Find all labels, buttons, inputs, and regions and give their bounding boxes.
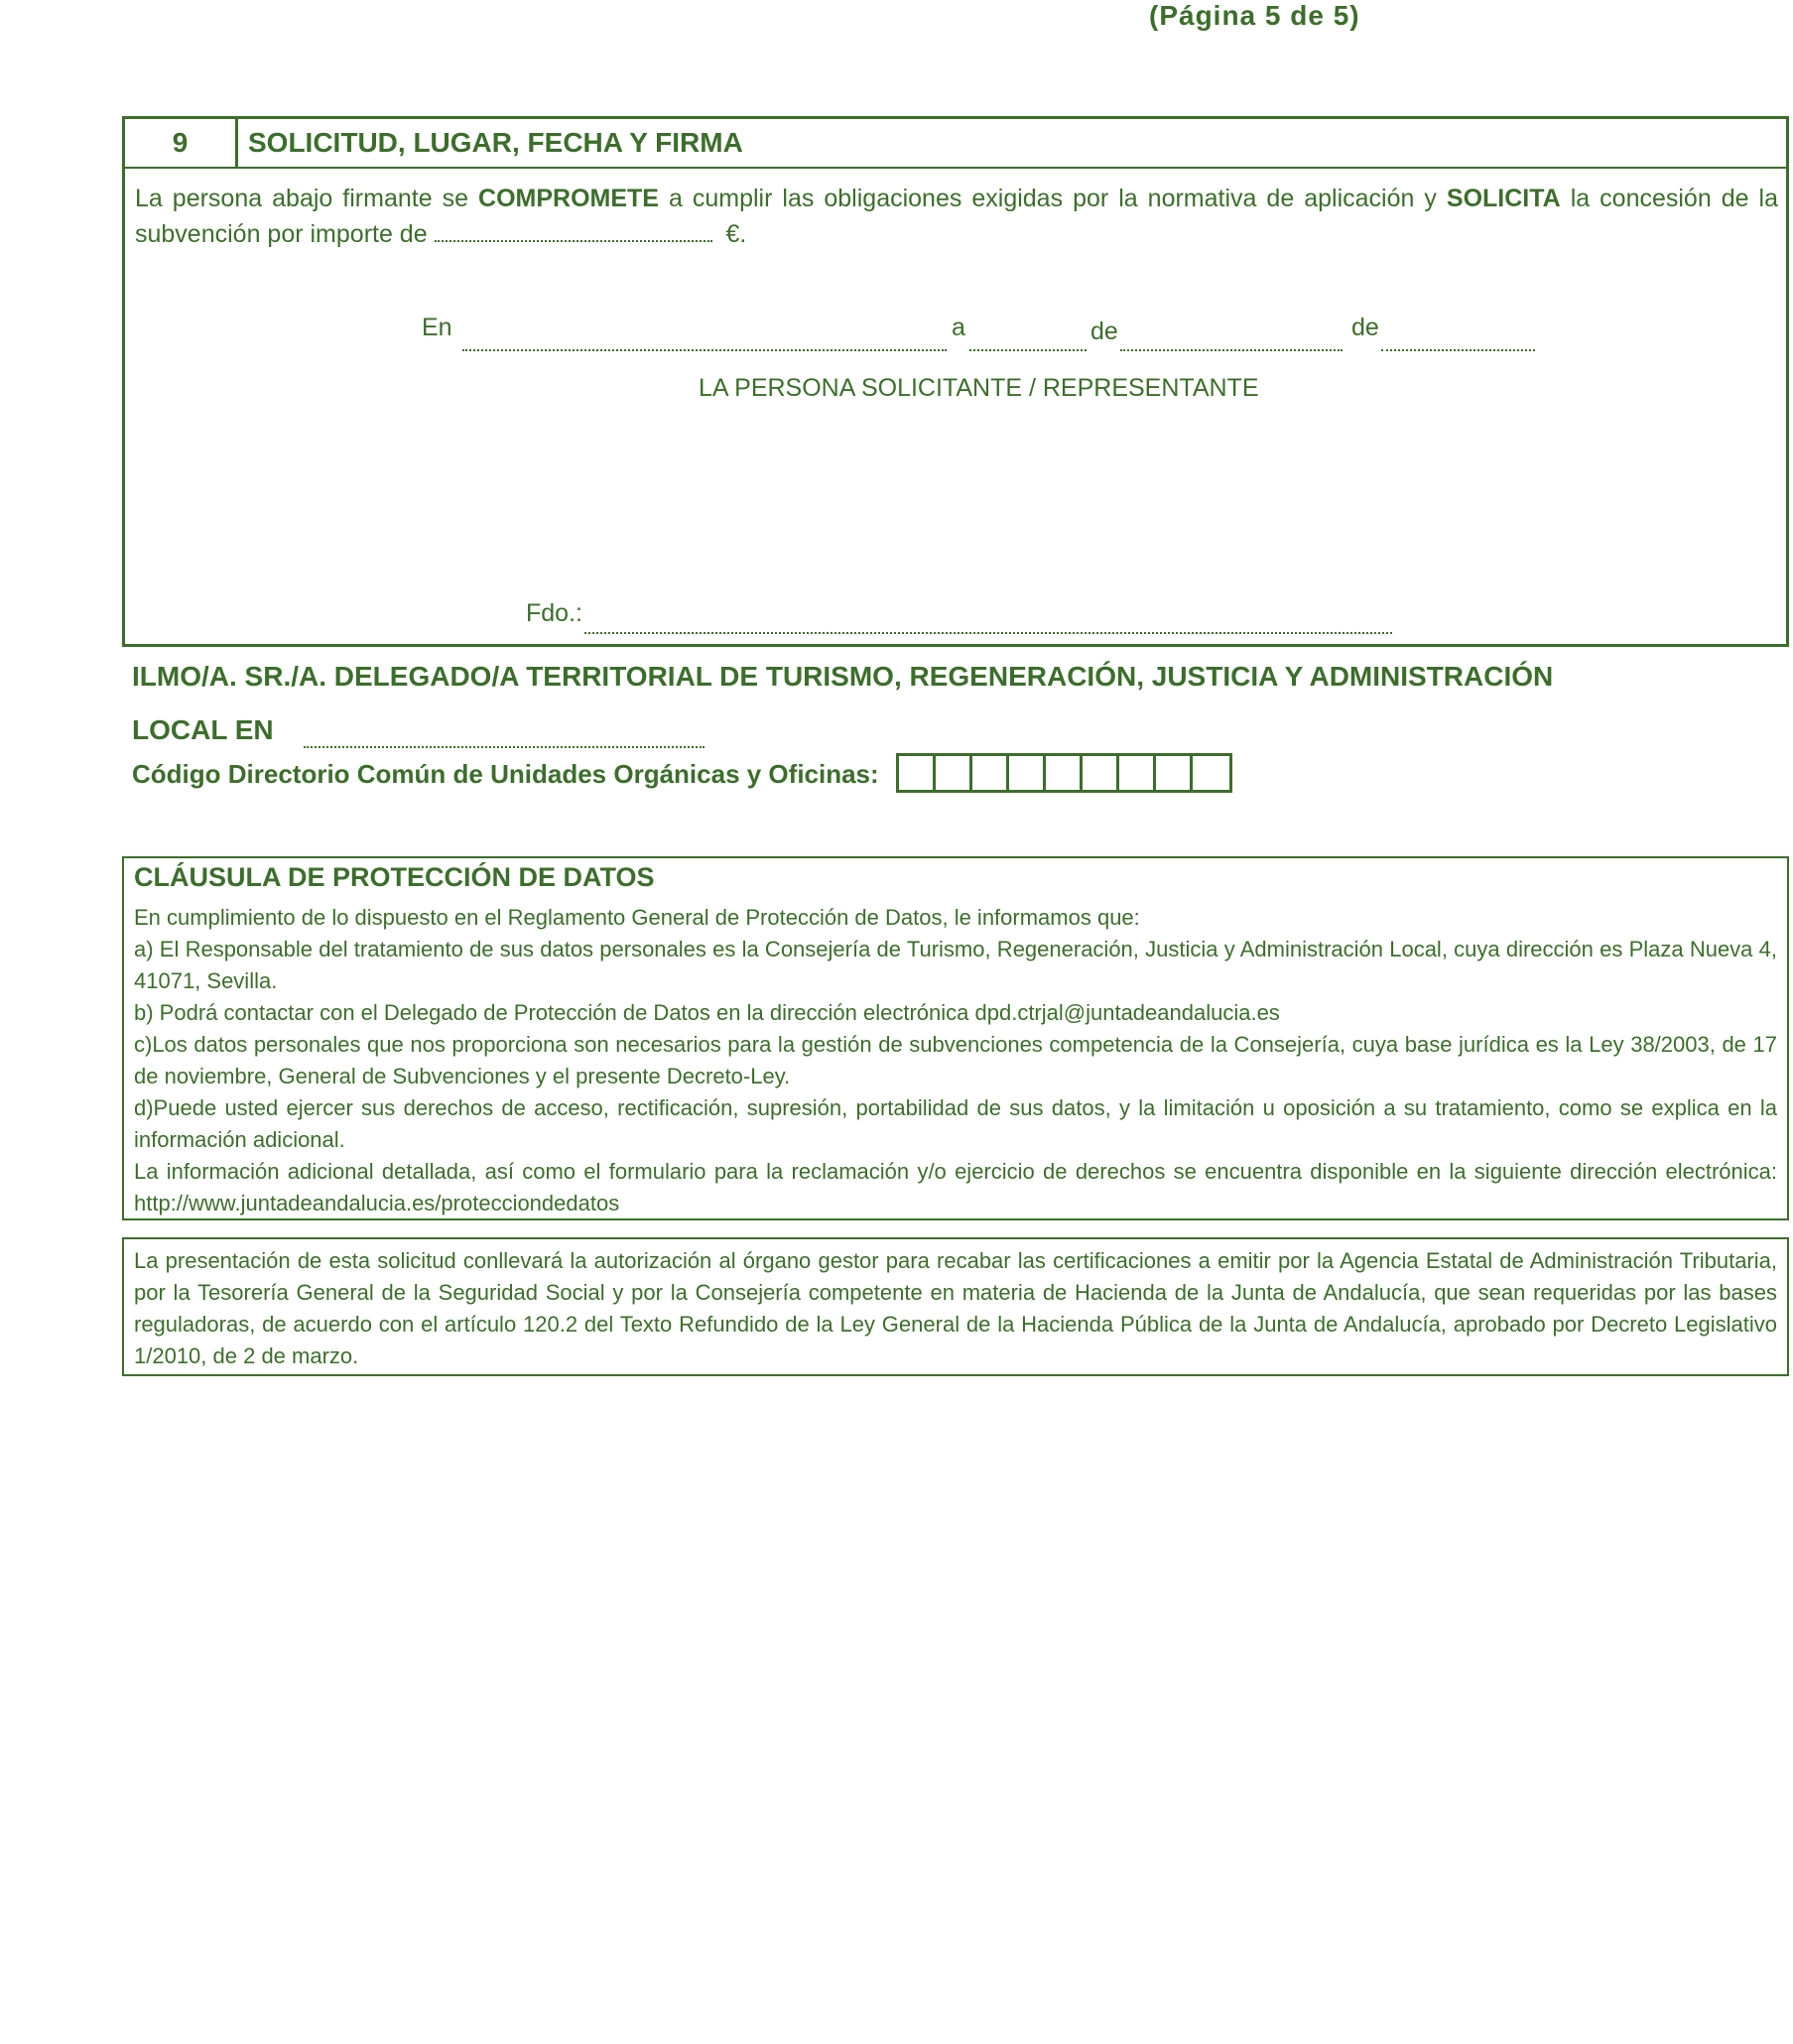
data-protection-title: CLÁUSULA DE PROTECCIÓN DE DATOS: [134, 862, 655, 892]
signer-label: LA PERSONA SOLICITANTE / REPRESENTANTE: [699, 374, 1259, 402]
page-indicator: (Página 5 de 5): [1149, 0, 1360, 31]
data-protection-item-c: c)Los datos personales que nos proporciona son necesarios para la gestión de subvenciones competencia de la Consejería, cuya base jurídica es la Ley 38/2003, de 17 de noviembre, General de Subvenciones y el presente Decreto-Ley.: [134, 1032, 1777, 1088]
place-label: En: [422, 314, 452, 341]
data-protection-body: [134, 902, 1777, 1219]
section-header: [125, 119, 1786, 169]
signed-by-label: Fdo.:: [526, 599, 582, 627]
code-box[interactable]: [1009, 756, 1046, 790]
commitment-text-2: a cumplir las obligaciones exigidas por la normativa de aplicación y: [658, 185, 1447, 212]
data-protection-item-b: b) Podrá contactar con el Delegado de Protección de Datos en la dirección electrónica dpd.ctrjal@juntadeandalucia.es: [134, 1000, 1280, 1025]
code-box[interactable]: [1119, 756, 1156, 790]
data-protection-box: [122, 856, 1789, 1220]
data-protection-item-d: d)Puede usted ejercer sus derechos de acceso, rectificación, supresión, portabilidad de sus datos, y la limitación u oposición a su tratamiento, como se explica en la información adicional.: [134, 1095, 1777, 1152]
code-box[interactable]: [899, 756, 936, 790]
data-protection-additional: La información adicional detallada, así como el formulario para la reclamación y/o ejercicio de derechos se encuentra disponible en la siguiente dirección electrónica: http://www.juntadeandalucia.es/protecciondedatos: [134, 1159, 1777, 1215]
directory-code-boxes[interactable]: [896, 753, 1232, 793]
code-box[interactable]: [972, 756, 1009, 790]
code-box[interactable]: [1156, 756, 1193, 790]
commitment-text-3: la concesión de la subvención por importe de: [135, 185, 1778, 248]
code-box[interactable]: [1046, 756, 1083, 790]
year-field[interactable]: [1381, 349, 1535, 351]
authorization-text: La presentación de esta solicitud conllevará la autorización al órgano gestor para recabar las certificaciones a emitir por la Agencia Estatal de Administración Tributaria, por la Tesorería General de la Seguridad Social y por la Consejería competente en materia de Hacienda de la Junta de Andalucía, que sean requeridas por las bases reguladoras, de acuerdo con el artículo 120.2 del Texto Refundido de la Ley General de la Hacienda Pública de la Junta de Andalucía, aprobado por Decreto Legislativo 1/2010, de 2 de marzo.: [134, 1248, 1777, 1368]
commitment-bold-solicita: SOLICITA: [1446, 185, 1561, 212]
signature-name-field[interactable]: [584, 632, 1392, 634]
place-field[interactable]: [462, 349, 947, 351]
month-label: de: [1090, 318, 1118, 345]
section-number: 9: [125, 119, 238, 167]
addressee-line-1: ILMO/A. SR./A. DELEGADO/A TERRITORIAL DE TURISMO, REGENERACIÓN, JUSTICIA Y ADMINISTRACIÓN: [132, 661, 1554, 692]
month-field[interactable]: [1120, 349, 1343, 351]
data-protection-item-a: a) El Responsable del tratamiento de sus datos personales es la Consejería de Turismo, Regeneración, Justicia y Administración Local, cuya dirección es Plaza Nueva 4, 41071, Sevilla.: [134, 937, 1777, 993]
commitment-bold-comprometes: COMPROMETE: [478, 185, 659, 212]
year-label: de: [1351, 314, 1379, 341]
section-9-box: [122, 116, 1789, 647]
day-label: a: [952, 314, 965, 341]
amount-field[interactable]: [435, 240, 712, 242]
code-box[interactable]: [1193, 756, 1229, 790]
section-title: SOLICITUD, LUGAR, FECHA Y FIRMA: [248, 127, 743, 158]
code-box[interactable]: [936, 756, 972, 790]
code-box[interactable]: [1083, 756, 1119, 790]
addressee-line-2: LOCAL EN: [132, 714, 274, 745]
currency-symbol: €.: [725, 220, 747, 248]
authorization-box: [122, 1237, 1789, 1376]
commitment-paragraph: [135, 181, 1778, 252]
directory-code-label: Código Directorio Común de Unidades Orgánicas y Oficinas:: [132, 759, 879, 789]
day-field[interactable]: [969, 349, 1087, 351]
local-entity-field[interactable]: [304, 746, 704, 748]
data-protection-intro: En cumplimiento de lo dispuesto en el Reglamento General de Protección de Datos, le informamos que:: [134, 905, 1140, 930]
commitment-text-1: La persona abajo firmante se: [135, 185, 479, 212]
